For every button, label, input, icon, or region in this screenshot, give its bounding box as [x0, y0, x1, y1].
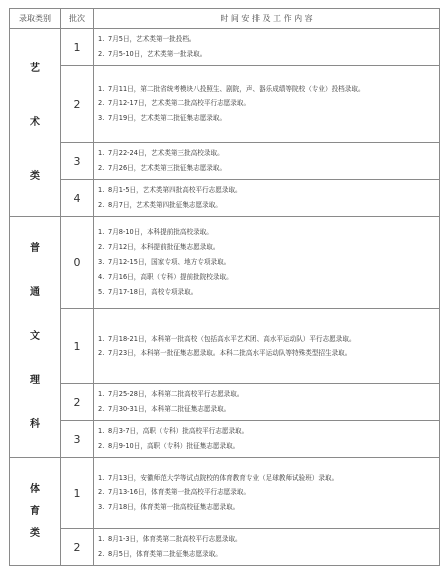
header-category: 录取类别 — [10, 9, 61, 29]
list-item: 2. 8月7日，艺术类第四批征集志愿录取。 — [98, 201, 222, 209]
table-row — [10, 529, 440, 566]
category-char: 艺 — [30, 62, 40, 74]
table-row — [10, 217, 440, 309]
header-batch: 批次 — [61, 9, 94, 29]
list-item: 2. 7月13-16日，体育类第一批高校平行志愿录取。 — [98, 488, 251, 496]
batch-number: 1 — [61, 309, 94, 384]
batch-number: 4 — [61, 180, 94, 217]
batch-content — [94, 309, 440, 384]
list-item: 2. 8月9-10日，高职（专科）批征集志愿录取。 — [98, 442, 240, 450]
list-item: 3. 7月12-15日，国家专项、地方专项录取。 — [98, 258, 231, 266]
batch-content — [94, 421, 440, 458]
category-sports — [10, 458, 61, 566]
list-item: 2. 7月23日，本科第一批征集志愿录取。本科二批高水平运动队等特殊类型招生录取。 — [98, 349, 352, 357]
batch-content — [94, 66, 440, 143]
list-item: 1. 8月3-7日，高职（专科）批高校平行志愿录取。 — [98, 427, 249, 435]
batch-content — [94, 29, 440, 66]
list-item: 2. 7月12-17日，艺术类第二批高校平行志愿录取。 — [98, 99, 251, 107]
batch-content — [94, 180, 440, 217]
batch-number: 2 — [61, 529, 94, 566]
batch-number: 2 — [61, 384, 94, 421]
list-item: 1. 8月1-3日，体育类第二批高校平行志愿录取。 — [98, 535, 242, 543]
batch-content — [94, 458, 440, 529]
list-item: 1. 7月25-28日，本科第二批高校平行志愿录取。 — [98, 390, 244, 398]
batch-number: 1 — [61, 29, 94, 66]
list-item: 3. 7月18日，体育类第一批高校征集志愿录取。 — [98, 503, 240, 511]
batch-number: 0 — [61, 217, 94, 309]
batch-content — [94, 143, 440, 180]
category-char: 普 — [30, 243, 40, 254]
list-item: 1. 7月22-24日，艺术类第三批高校录取。 — [98, 149, 224, 157]
category-char: 科 — [30, 419, 40, 430]
list-item: 3. 7月19日，艺术类第二批征集志愿录取。 — [98, 114, 227, 122]
table-row — [10, 66, 440, 143]
header-row — [10, 9, 440, 29]
list-item: 2. 8月5日，体育类第二批征集志愿录取。 — [98, 550, 222, 558]
list-item: 2. 7月26日，艺术类第三批征集志愿录取。 — [98, 164, 227, 172]
list-item: 1. 7月8-10日，本科提前批高校录取。 — [98, 228, 213, 236]
category-char: 体 — [30, 483, 40, 495]
category-char: 文 — [30, 331, 40, 342]
category-art — [10, 29, 61, 217]
batch-content — [94, 384, 440, 421]
list-item: 4. 7月16日，高职（专科）提前批院校录取。 — [98, 273, 233, 281]
category-char: 类 — [30, 527, 40, 539]
category-char: 育 — [30, 505, 40, 517]
list-item: 1. 7月5日，艺术类第一批投档。 — [98, 35, 196, 43]
batch-number: 2 — [61, 66, 94, 143]
batch-content — [94, 529, 440, 566]
category-char: 术 — [30, 116, 40, 128]
admission-schedule-table — [9, 8, 440, 566]
batch-number: 1 — [61, 458, 94, 529]
batch-content — [94, 217, 440, 309]
table-row — [10, 421, 440, 458]
list-item: 1. 7月13日，安徽师范大学等试点院校的体育教育专业（足球教师试验班）录取。 — [98, 474, 339, 482]
table-row — [10, 29, 440, 66]
table-row — [10, 458, 440, 529]
list-item: 1. 8月1-5日，艺术类第四批高校平行志愿录取。 — [98, 186, 242, 194]
category-char: 理 — [30, 375, 40, 386]
list-item: 1. 7月11日，第二批省统考模块八投照生、剧院，声、器乐成绩等院校（专业）投档录取。 — [98, 85, 365, 93]
table-row — [10, 180, 440, 217]
list-item: 5. 7月17-18日，高校专项录取。 — [98, 288, 198, 296]
list-item: 2. 7月5-10日，艺术类第一批录取。 — [98, 50, 207, 58]
list-item: 2. 7月12日，本科提前批征集志愿录取。 — [98, 243, 220, 251]
table-row — [10, 143, 440, 180]
category-char: 类 — [30, 170, 40, 182]
category-general — [10, 217, 61, 458]
batch-number: 3 — [61, 421, 94, 458]
table-row — [10, 309, 440, 384]
header-content: 时 间 安 排 及 工 作 内 容 — [94, 9, 440, 29]
batch-number: 3 — [61, 143, 94, 180]
category-char: 通 — [30, 287, 40, 298]
list-item: 1. 7月18-21日，本科第一批高校（包括高水平艺术团、高水平运动队）平行志愿录取。 — [98, 335, 356, 343]
table-row — [10, 384, 440, 421]
list-item: 2. 7月30-31日，本科第二批征集志愿录取。 — [98, 405, 231, 413]
